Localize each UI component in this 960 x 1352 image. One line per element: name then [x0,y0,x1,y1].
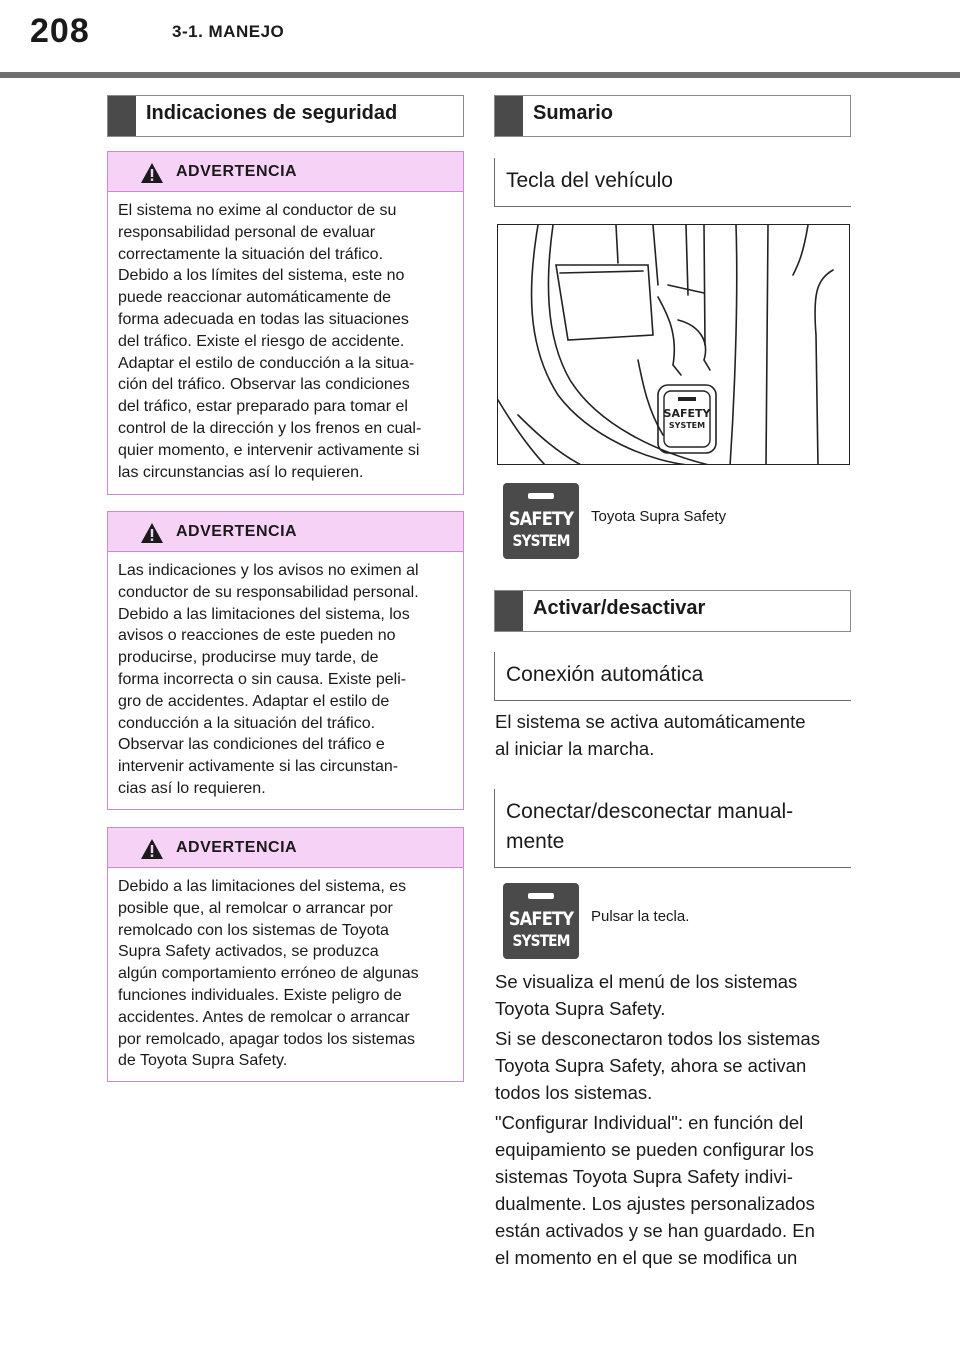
warning-line: responsabilidad personal de evaluar [118,223,376,241]
warning-triangle-icon [140,162,164,184]
warning-text [108,552,463,810]
subheading-line: Conectar/desconectar manual- [506,800,794,823]
console-illustration [498,225,850,465]
button-label-line2: SYSTEM [512,931,570,950]
warning-line: algún comportamiento erróneo de algunas [118,965,419,983]
warning-line: puede reaccionar automáticamente de [118,289,392,307]
button-caption: Pulsar la tecla. [591,908,690,925]
section-tab-marker [108,96,136,136]
warning-box-1 [107,151,464,495]
warning-header [108,828,463,868]
warning-line: producirse, producirse muy tarde, de [118,649,379,667]
warning-line: Observar las condiciones del tráfico e [118,736,385,754]
section-title: Indicaciones de seguridad [146,102,398,124]
text-line: están activados y se han guardado. En [495,1220,815,1241]
page-header [0,0,960,78]
button-indicator-bar [528,493,554,499]
warning-line: quier momento, e intervenir activamente si [118,441,420,459]
paragraph-auto-activation [495,708,855,762]
subheading-auto-connection: Conexión automática [494,652,851,701]
warning-line: avisos o reacciones de este pueden no [118,627,396,645]
warning-text [108,868,463,1082]
text-line: El sistema se activa automáticamente [495,711,806,732]
button-label-line1: SAFETY [508,908,574,930]
section-summary [494,95,851,137]
safety-system-button-icon [503,883,579,959]
warning-line: conductor de su responsabilidad personal. [118,583,419,601]
warning-line: posible que, al remolcar o arrancar por [118,899,393,917]
text-line: el momento en el que se modifica un [495,1247,798,1268]
warning-line: El sistema no exime al conductor de su [118,202,397,219]
warning-line: remolcado con los sistemas de Toyota [118,921,389,939]
warning-line: Debido a las limitaciones del sistema, los [118,605,410,623]
warning-line: conducción a la situación del tráfico. [118,714,376,732]
warning-line: del tráfico, estar preparado para tomar el [118,398,408,416]
warning-line: las circunstancias así lo requieren. [118,463,364,481]
page-number: 208 [30,12,90,50]
warning-line: Adaptar el estilo de conducción a la situa- [118,354,415,372]
warning-header [108,512,463,552]
figure-button-label-1: SAFETY [663,407,711,420]
warning-box-2 [107,511,464,810]
section-tab-marker [495,591,523,631]
text-line: equipamiento se pueden configurar los [495,1139,814,1160]
paragraph-menu [495,968,855,1022]
section-title: Sumario [533,102,614,124]
warning-triangle-icon [140,522,164,544]
safety-system-button-icon [503,483,579,559]
button-caption: Toyota Supra Safety [591,508,727,525]
warning-text [108,192,463,493]
warning-line: accidentes. Antes de remolcar o arrancar [118,1008,410,1026]
text-line: dualmente. Los ajustes personalizados [495,1193,815,1214]
warning-line: cias así lo requieren. [118,779,266,797]
warning-triangle-icon [140,838,164,860]
text-line: Toyota Supra Safety. [495,998,666,1019]
warning-line: forma incorrecta o sin causa. Existe peli- [118,670,407,688]
text-line: sistemas Toyota Supra Safety indivi- [495,1166,793,1187]
text-line: "Configurar Individual": en función del [495,1112,804,1133]
paragraph-individual-config [495,1109,855,1271]
figure-center-console [497,224,850,465]
section-safety-indications [107,95,464,137]
subheading-manual-connection [494,789,851,868]
text-line: Se visualiza el menú de los sistemas [495,971,798,992]
warning-line: Debido a las limitaciones del sistema, es [118,878,407,895]
warning-line: intervenir activamente si las circunstan- [118,758,399,776]
warning-line: forma adecuada en todas las situaciones [118,310,409,328]
text-line: Toyota Supra Safety, ahora se activan [495,1055,807,1076]
warning-title: ADVERTENCIA [176,839,298,856]
warning-line: control de la dirección y los frenos en cual- [118,419,422,437]
header-rule [0,72,960,78]
subheading-vehicle-key: Tecla del vehículo [494,158,851,207]
warning-line: Debido a los límites del sistema, este no [118,267,405,285]
warning-title: ADVERTENCIA [176,163,298,180]
section-activate-deactivate [494,590,851,632]
text-line: al iniciar la marcha. [495,738,655,759]
text-line: todos los sistemas. [495,1082,653,1103]
warning-box-3 [107,827,464,1082]
chapter-title: 3-1. MANEJO [172,22,285,41]
section-title: Activar/desactivar [533,597,706,619]
warning-line: funciones individuales. Existe peligro de [118,986,402,1004]
warning-line: Las indicaciones y los avisos no eximen al [118,562,419,579]
paragraph-reactivate [495,1025,855,1106]
warning-line: Supra Safety activados, se produzca [118,943,379,961]
figure-button-label-2: SYSTEM [668,421,706,430]
button-indicator-bar [528,893,554,899]
warning-title: ADVERTENCIA [176,523,298,540]
warning-header [108,152,463,192]
text-line: Si se desconectaron todos los sistemas [495,1028,820,1049]
warning-line: ción del tráfico. Observar las condiciones [118,376,410,394]
warning-line: por remolcado, apagar todos los sistemas [118,1030,416,1048]
button-label-line1: SAFETY [508,508,574,530]
warning-line: del tráfico. Existe el riesgo de accidente. [118,332,405,350]
warning-line: correctamente la situación del tráfico. [118,245,384,263]
subheading-line: mente [506,830,565,853]
warning-line: de Toyota Supra Safety. [118,1052,288,1070]
warning-line: gro de accidentes. Adaptar el estilo de [118,692,390,710]
button-label-line2: SYSTEM [512,531,570,550]
section-tab-marker [495,96,523,136]
